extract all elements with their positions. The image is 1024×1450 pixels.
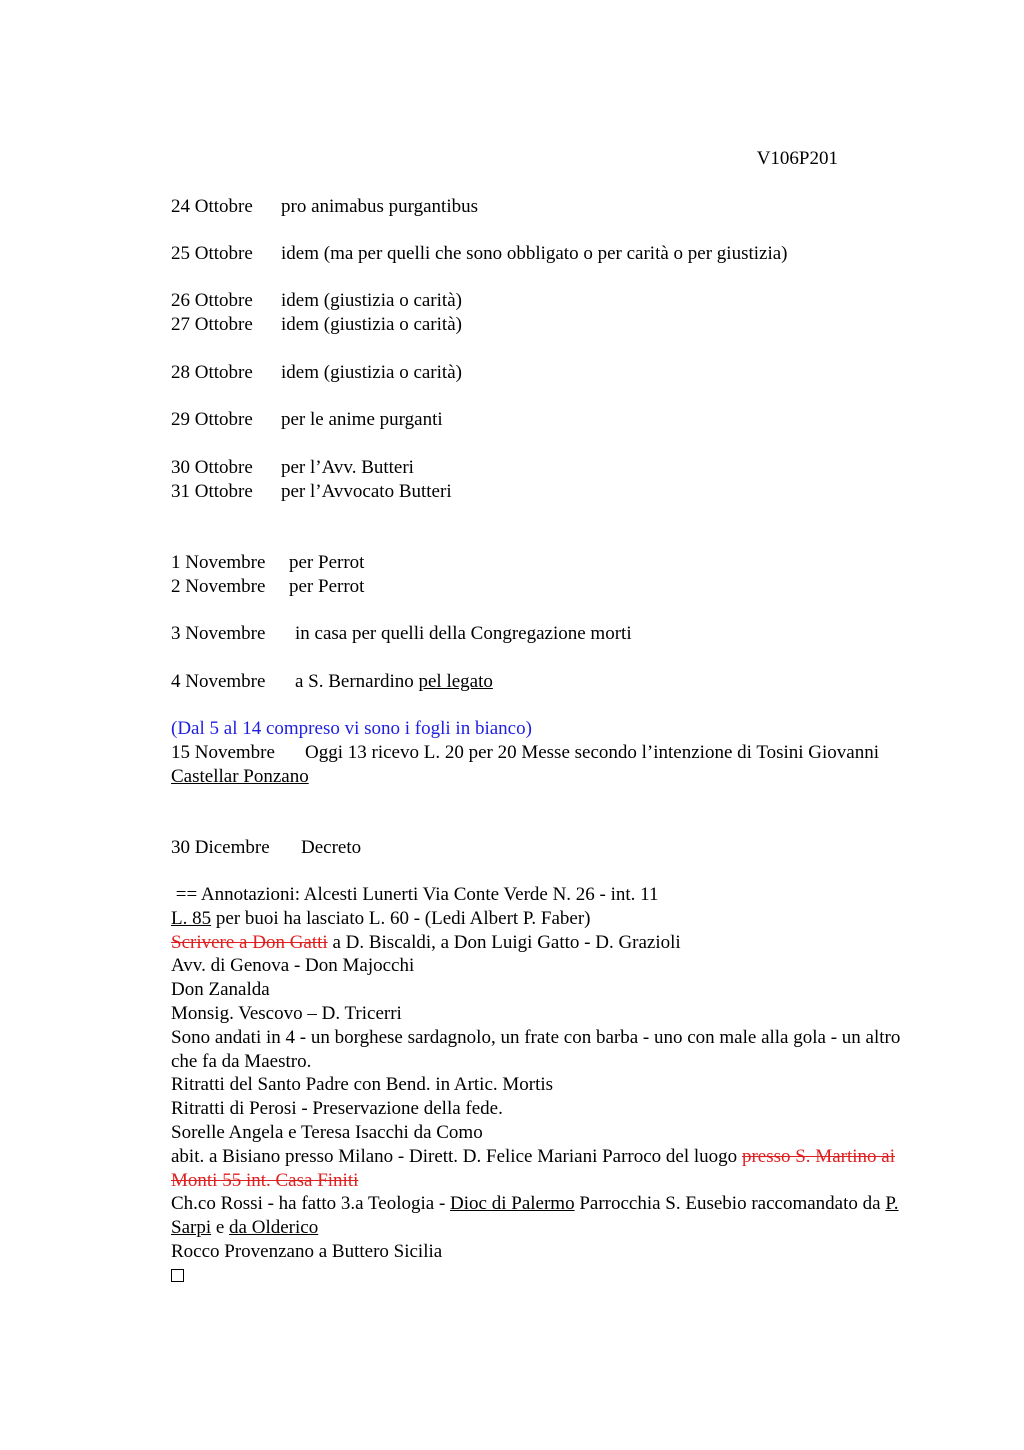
entry-26-ottobre	[171, 289, 931, 313]
entry-3-novembre	[171, 622, 931, 646]
entry-text: in casa per quelli della Congregazione morti	[295, 623, 632, 644]
entry-text: per Perrot	[289, 552, 365, 573]
entry-text: idem (ma per quelli che sono obbligato o per carità o per giustizia)	[281, 243, 788, 264]
entry-1-2-novembre	[171, 551, 931, 599]
entry-25-ottobre	[171, 242, 931, 266]
entry-text: idem (giustizia o carità)	[281, 290, 462, 311]
entry-text: per Perrot	[289, 575, 365, 597]
entry-26-27-ottobre	[171, 289, 931, 337]
annotation-l85	[171, 907, 931, 931]
entry-date: 25 Ottobre	[171, 243, 253, 264]
annotation-line: Ritratti di Perosi - Preservazione della fede.	[171, 1098, 503, 1120]
annotation-line: Don Zanalda	[171, 979, 270, 1001]
annotation-text: e	[211, 1217, 230, 1239]
entry-date: 30 Dicembre	[171, 837, 270, 858]
entry-28-ottobre	[171, 361, 931, 385]
annotations-section	[171, 883, 931, 1289]
entry-date: 2 Novembre	[171, 575, 266, 597]
annotation-line: Avv. di Genova - Don Majocchi	[171, 955, 415, 977]
entry-text: per l’Avv. Butteri	[281, 457, 414, 478]
empty-box-icon	[171, 1269, 184, 1282]
annotation-rossi	[171, 1192, 931, 1240]
annotation-scrivere	[171, 931, 931, 955]
struck-text: Scrivere a Don Gatti	[171, 931, 328, 953]
entry-text: per l’Avvocato Butteri	[281, 480, 452, 502]
entry-15-novembre-block	[171, 717, 931, 788]
annotation-line: Sono andati in 4 - un borghese sardagnolo, un frate con barba - uno con male alla gola - un altro che fa da Maestro.	[171, 1026, 901, 1072]
annotations-heading: == Annotazioni: Alcesti Lunerti Via Conte Verde N. 26 - int. 11	[171, 884, 659, 905]
annotation-line: Sorelle Angela e Teresa Isacchi da Como	[171, 1121, 483, 1143]
page-reference: V106P201	[756, 148, 838, 169]
underlined-text: da Olderico	[229, 1217, 319, 1239]
entry-30-ottobre	[171, 456, 931, 480]
entry-30-31-ottobre	[171, 456, 931, 504]
entry-date: 29 Ottobre	[171, 409, 253, 430]
entry-27-ottobre	[171, 313, 931, 337]
entry-29-ottobre	[171, 408, 931, 432]
entry-date: 28 Ottobre	[171, 362, 253, 383]
annotation-text: a D. Biscaldi, a Don Luigi Gatto - D. Grazioli	[327, 931, 681, 953]
entry-date: 15 Novembre	[171, 741, 275, 763]
annotation-text: Ch.co Rossi - ha fatto 3.a Teologia -	[171, 1193, 451, 1215]
entry-place: Castellar Ponzano	[171, 765, 309, 787]
underlined-text: P. Sarpi	[171, 1193, 899, 1239]
entry-date: 4 Novembre	[171, 671, 266, 692]
entry-text: per le anime purganti	[281, 409, 443, 430]
annotation-bisiano	[171, 1145, 931, 1193]
entry-date: 1 Novembre	[171, 552, 266, 573]
entry-2-novembre	[171, 575, 931, 599]
annotation-text: Parrocchia S. Eusebio raccomandato da	[574, 1193, 886, 1215]
annotation-line: Ritratti del Santo Padre con Bend. in Artic. Mortis	[171, 1074, 554, 1096]
blank-pages-note: (Dal 5 al 14 compreso vi sono i fogli in bianco)	[171, 718, 532, 739]
entry-date: 26 Ottobre	[171, 290, 253, 311]
annotation-text: per buoi ha lasciato L. 60 - (Ledi Albert P. Faber)	[211, 907, 591, 929]
entry-date: 31 Ottobre	[171, 480, 253, 502]
entry-text: idem (giustizia o carità)	[281, 362, 462, 383]
entry-4-novembre	[171, 670, 931, 694]
underlined-text: Dioc di Palermo	[450, 1193, 575, 1215]
struck-text: presso S. Martino ai Monti 55 int. Casa Finiti	[171, 1145, 895, 1191]
entry-text: Decreto	[301, 837, 362, 858]
annotation-line: Monsig. Vescovo – D. Tricerri	[171, 1002, 402, 1024]
underlined-amount: L. 85	[171, 907, 212, 929]
entry-30-dicembre	[171, 836, 931, 860]
entry-date: 3 Novembre	[171, 623, 266, 644]
annotation-text: abit. a Bisiano presso Milano - Dirett. D. Felice Mariani Parroco del luogo	[171, 1145, 742, 1167]
entry-24-ottobre	[171, 195, 931, 219]
entry-31-ottobre	[171, 480, 931, 504]
entry-1-novembre	[171, 551, 931, 575]
entry-text: pro animabus purgantibus	[281, 196, 479, 217]
entry-15-novembre	[171, 741, 931, 765]
checkbox-glyph-row	[171, 1264, 931, 1289]
annotation-line: Rocco Provenzano a Buttero Sicilia	[171, 1240, 443, 1262]
entry-text: a S. Bernardino	[295, 671, 414, 692]
entry-text: Oggi 13 ricevo L. 20 per 20 Messe secondo l’intenzione di Tosini Giovanni	[305, 741, 880, 763]
entry-date: 27 Ottobre	[171, 313, 253, 335]
entry-date: 24 Ottobre	[171, 196, 253, 217]
entry-underlined-text: pel legato	[418, 671, 493, 692]
entry-text: idem (giustizia o carità)	[281, 313, 462, 335]
entry-date: 30 Ottobre	[171, 457, 253, 478]
